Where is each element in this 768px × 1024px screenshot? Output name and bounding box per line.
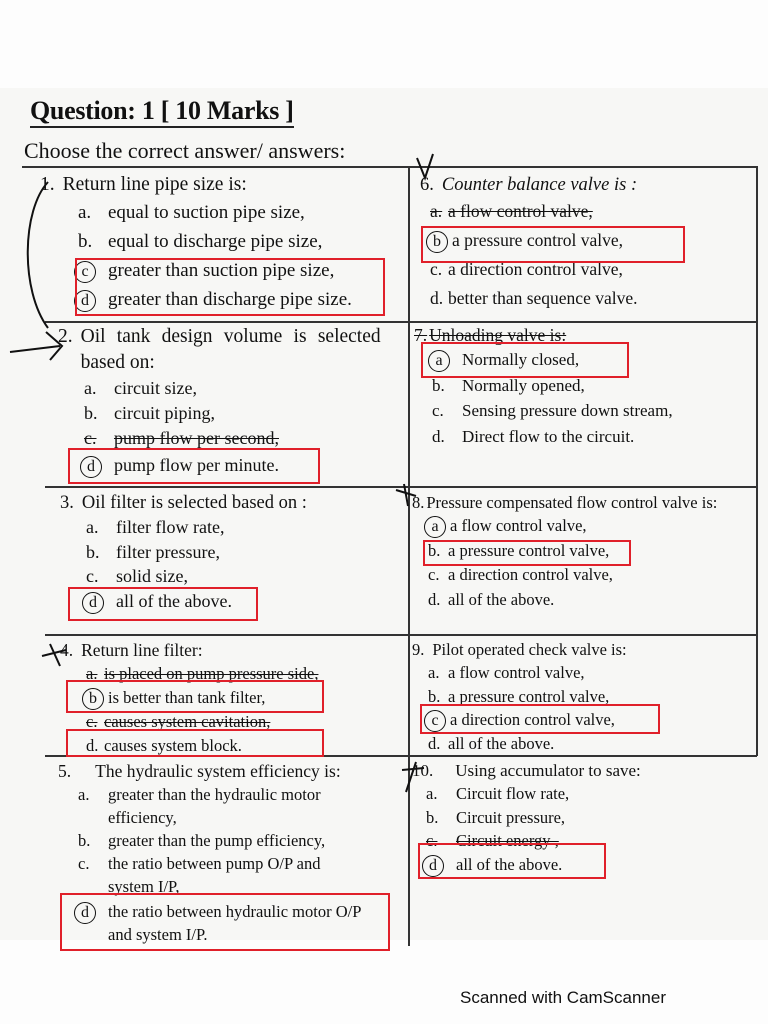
circled-answer-icon: a	[424, 516, 446, 538]
option-b: b. a pressure control valve,	[428, 686, 610, 706]
answer-highlight-box	[421, 342, 629, 378]
option-d: d greater than discharge pipe size.	[78, 285, 400, 314]
question-number: 7.	[414, 325, 428, 345]
option-d: d. better than sequence valve.	[430, 288, 638, 308]
option-a: a. Circuit flow rate,	[426, 784, 570, 803]
option-a: a. a flow control valve,	[428, 663, 585, 682]
instruction-text: Choose the correct answer/ answers:	[24, 138, 346, 163]
question-number: 3.	[60, 493, 74, 513]
row-divider	[45, 634, 757, 636]
circled-answer-icon: d	[422, 855, 444, 877]
question-stem	[40, 172, 400, 198]
option-d: d all of the above.	[86, 589, 400, 614]
circled-answer-icon: c	[74, 261, 96, 283]
circled-answer-icon: a	[428, 350, 450, 372]
question-text: Return line pipe size is:	[62, 174, 247, 195]
right-border	[756, 166, 758, 756]
option-a: a. is placed on pump pressure side,	[86, 664, 319, 683]
option-b: b a pressure control valve,	[430, 226, 750, 255]
option-c: c a direction control valve,	[428, 708, 747, 732]
question-stem	[412, 638, 747, 661]
question-text: Counter balance valve is :	[441, 175, 638, 195]
answer-highlight-box	[68, 587, 258, 621]
option-d: d the ratio between hydraulic motor O/P and system I/P.	[78, 900, 403, 946]
question-number: 2.	[58, 326, 73, 347]
answer-highlight-box	[68, 448, 320, 484]
option-d: d. causes system block.	[86, 736, 242, 755]
option-b: b. Normally opened,	[432, 375, 585, 395]
option-b: b is better than tank filter,	[86, 686, 405, 710]
checkmark-icon	[414, 152, 438, 182]
question-text: Pressure compensated flow control valve is:	[426, 493, 718, 512]
question-number: 10.	[412, 761, 434, 780]
answer-highlight-box	[75, 258, 385, 316]
option-c: c. a direction control valve,	[428, 565, 613, 584]
option-c: c. the ratio between pump O/P and system I/P,	[78, 854, 321, 896]
question-number: 8.	[412, 493, 425, 512]
question-number: 4.	[60, 640, 74, 660]
option-b: b. greater than the pump efficiency,	[78, 831, 326, 850]
question-number: 9.	[412, 640, 425, 659]
question-number: 1.	[40, 174, 55, 195]
circled-answer-icon: c	[424, 710, 446, 732]
arrow-mark-icon	[400, 760, 428, 794]
question-number: 6.	[420, 175, 434, 195]
option-b: b. a pressure control valve,	[428, 540, 610, 560]
circled-answer-icon: d	[74, 902, 96, 924]
table-top-rule	[22, 166, 757, 168]
question-text: Return line filter:	[81, 640, 203, 660]
option-a: a. a flow control valve,	[430, 201, 593, 221]
option-a: a Normally closed,	[432, 347, 754, 373]
circled-answer-icon: d	[74, 290, 96, 312]
answer-highlight-box	[421, 226, 685, 263]
question-stem	[60, 639, 405, 662]
option-d: d pump flow per minute.	[84, 453, 403, 478]
question-stem	[412, 759, 747, 782]
question-text: Oil filter is selected based on :	[81, 493, 307, 513]
answer-highlight-box	[66, 729, 324, 757]
answer-highlight-box	[418, 843, 606, 879]
option-a: a. equal to suction pipe size,	[78, 202, 305, 223]
arrow-mark-icon	[8, 324, 68, 364]
arrow-mark-icon	[40, 640, 70, 670]
option-c: c. causes system cavitation,	[86, 712, 271, 731]
margin-bracket-icon	[12, 180, 52, 330]
option-a: a. filter flow rate,	[86, 517, 225, 537]
column-divider	[408, 166, 410, 946]
option-d: d. Direct flow to the circuit.	[432, 426, 635, 446]
row-divider	[45, 321, 757, 323]
option-c: c. Sensing pressure down stream,	[432, 401, 673, 420]
option-d: d all of the above.	[426, 853, 747, 877]
question-text: Using accumulator to save:	[455, 761, 641, 780]
question-stem	[58, 324, 403, 376]
question-number: 5.	[58, 761, 72, 781]
option-c: c. solid size,	[86, 566, 188, 586]
option-a: a a flow control valve,	[428, 514, 747, 539]
question-stem	[412, 491, 747, 514]
option-d: d. all of the above.	[428, 589, 555, 609]
option-b: b. Circuit pressure,	[426, 807, 566, 827]
arrow-mark-icon	[394, 482, 420, 508]
question-stem	[58, 760, 403, 783]
answer-highlight-box	[66, 680, 324, 713]
question-text: The hydraulic system efficiency is:	[95, 761, 341, 781]
option-c: c. pump flow per second,	[84, 428, 279, 448]
option-a: a. greater than the hydraulic motor efficiency,	[78, 785, 321, 827]
answer-highlight-box	[60, 893, 390, 951]
circled-answer-icon: d	[82, 592, 104, 614]
option-c: c. a direction control valve,	[430, 259, 623, 279]
question-cell-9	[412, 638, 747, 756]
option-a: a. circuit size,	[84, 378, 197, 398]
question-text: Unloading valve is:	[429, 325, 567, 345]
option-c: c. Circuit energy ,	[426, 831, 559, 850]
option-b: b. circuit piping,	[84, 403, 215, 423]
option-c: c greater than suction pipe size,	[78, 256, 400, 285]
question-text: Pilot operated check valve is:	[432, 640, 627, 659]
option-b: b. filter pressure,	[86, 541, 220, 562]
answer-highlight-box	[420, 704, 660, 734]
question-heading: Question: 1 [ 10 Marks ]	[30, 96, 294, 128]
question-stem	[420, 174, 750, 197]
option-d: d. all of the above.	[428, 734, 555, 753]
circled-answer-icon: d	[80, 456, 102, 478]
question-text: Oil tank design volume is selected based on:	[80, 326, 381, 373]
answer-highlight-box	[423, 540, 631, 566]
circled-answer-icon: b	[82, 688, 104, 710]
scanner-watermark: Scanned with CamScanner	[460, 988, 667, 1007]
question-stem	[60, 492, 400, 515]
option-b: b. equal to discharge pipe size,	[78, 231, 323, 252]
circled-answer-icon: b	[426, 231, 448, 253]
